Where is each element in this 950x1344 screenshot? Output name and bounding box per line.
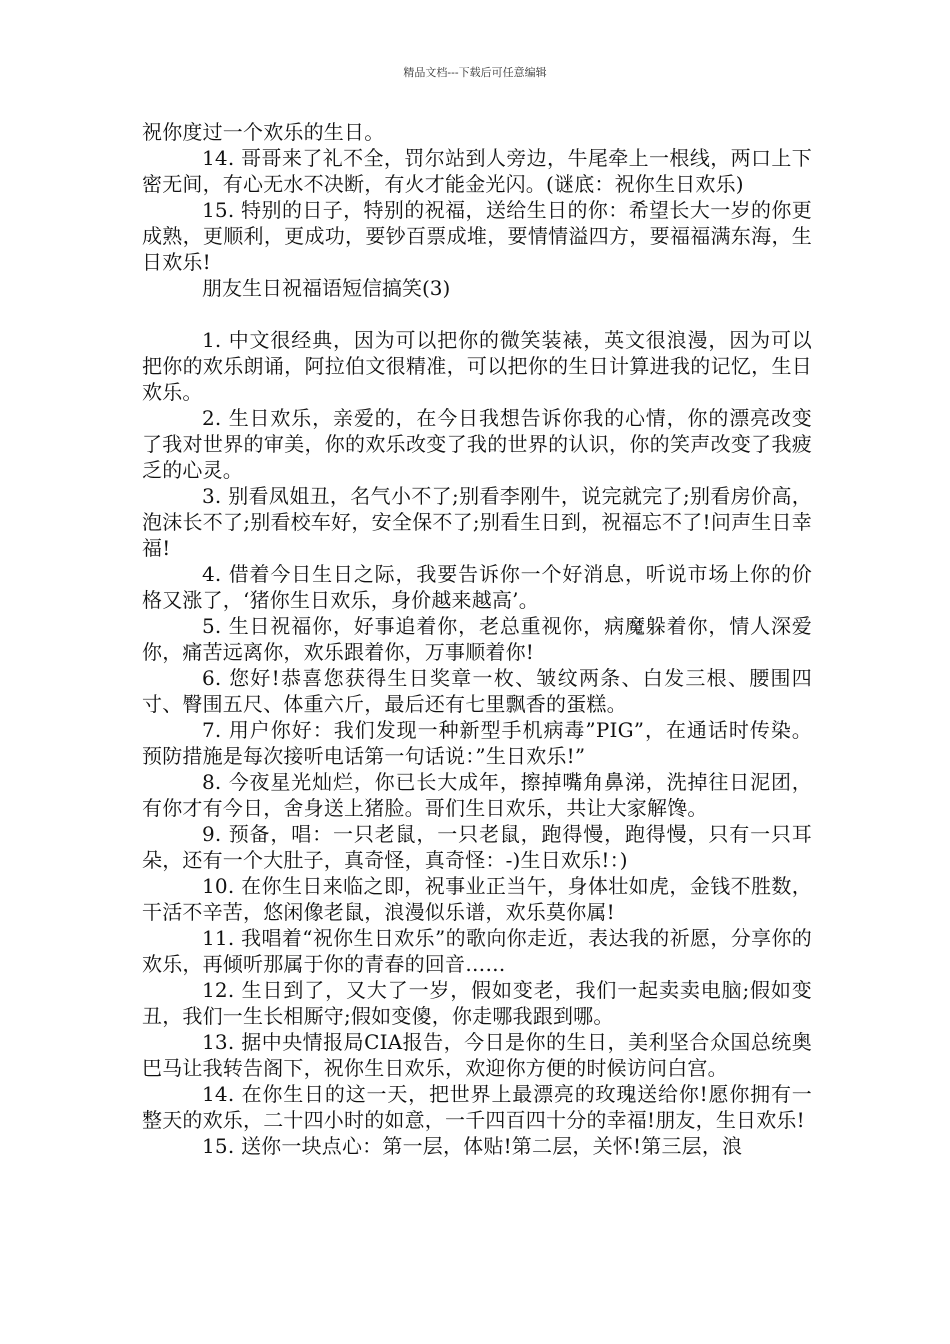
list-item: 10. 在你生日来临之即，祝事业正当午，身体壮如虎，金钱不胜数，干活不辛苦，悠闲像老鼠，浪漫似乐谱，欢乐莫你属! <box>142 874 812 924</box>
list-item: 3. 别看凤姐丑，名气小不了;别看李刚牛，说完就完了;别看房价高，泡沫长不了;别看校车好，安全保不了;别看生日到，祝福忘不了!问声生日幸福! <box>142 484 812 560</box>
lead-paragraph: 祝你度过一个欢乐的生日。 <box>142 120 385 144</box>
list-item: 8. 今夜星光灿烂，你已长大成年，擦掉嘴角鼻涕，洗掉往日泥团，有你才有今日，舍身送上猪脸。哥们生日欢乐，共让大家解馋。 <box>142 770 812 820</box>
list-item: 11. 我唱着“祝你生日欢乐”的歌向你走近，表达我的祈愿，分享你的欢乐，再倾听那属于你的青春的回音…… <box>142 926 812 976</box>
section-heading: 朋友生日祝福语短信搞笑(3) <box>202 276 451 300</box>
list-item: 5. 生日祝福你，好事追着你，老总重视你，病魔躲着你，情人深爱你，痛苦远离你，欢乐跟着你，万事顺着你! <box>142 614 812 664</box>
list-item: 12. 生日到了，又大了一岁，假如变老，我们一起卖卖电脑;假如变丑，我们一生长相厮守;假如变傻，你走哪我跟到哪。 <box>142 978 812 1028</box>
list-item: 4. 借着今日生日之际，我要告诉你一个好消息，听说市场上你的价格又涨了，‘猪你生日欢乐，身价越来越高’。 <box>142 562 812 612</box>
list-item: 1. 中文很经典，因为可以把你的微笑装裱，英文很浪漫，因为可以把你的欢乐朗诵，阿拉伯文很精准，可以把你的生日计算进我的记忆，生日欢乐。 <box>142 328 812 404</box>
list-item: 13. 据中央情报局CIA报告，今日是你的生日，美利坚合众国总统奥巴马让我转告阁下，祝你生日欢乐，欢迎你方便的时候访问白宫。 <box>142 1030 812 1080</box>
list-item: 2. 生日欢乐，亲爱的，在今日我想告诉你我的心情，你的漂亮改变了我对世界的审美，你的欢乐改变了我的世界的认识，你的笑声改变了我疲乏的心灵。 <box>142 406 812 482</box>
list-item: 14. 在你生日的这一天，把世界上最漂亮的玫瑰送给你!愿你拥有一整天的欢乐，二十四小时的如意，一千四百四十分的幸福!朋友，生日欢乐! <box>142 1082 812 1132</box>
list-item: 14. 哥哥来了礼不全，罚尔站到人旁边，牛尾牵上一根线，两口上下密无间，有心无水不决断，有火才能金光闪。(谜底：祝你生日欢乐) <box>142 146 812 196</box>
list-item: 7. 用户你好：我们发现一种新型手机病毒”PIG”，在通话时传染。预防措施是每次接听电话第一句话说：”生日欢乐!” <box>142 718 812 768</box>
list-item: 15. 特别的日子，特别的祝福，送给生日的你：希望长大一岁的你更成熟，更顺利，更成功，要钞百票成堆，要情情溢四方，要福福满东海，生日欢乐! <box>142 198 812 274</box>
list-item: 9. 预备，唱：一只老鼠，一只老鼠，跑得慢，跑得慢，只有一只耳朵，还有一个大肚子，真奇怪，真奇怪：-)生日欢乐!：) <box>142 822 812 872</box>
list-item: 6. 您好!恭喜您获得生日奖章一枚、皱纹两条、白发三根、腰围四寸、臀围五尺、体重六斤，最后还有七里飘香的蛋糕。 <box>142 666 812 716</box>
document-body <box>142 119 812 1159</box>
list-item: 15. 送你一块点心：第一层，体贴!第二层，关怀!第三层，浪 <box>202 1134 743 1158</box>
page-header: 精品文档---下载后可任意编辑 <box>403 66 547 79</box>
